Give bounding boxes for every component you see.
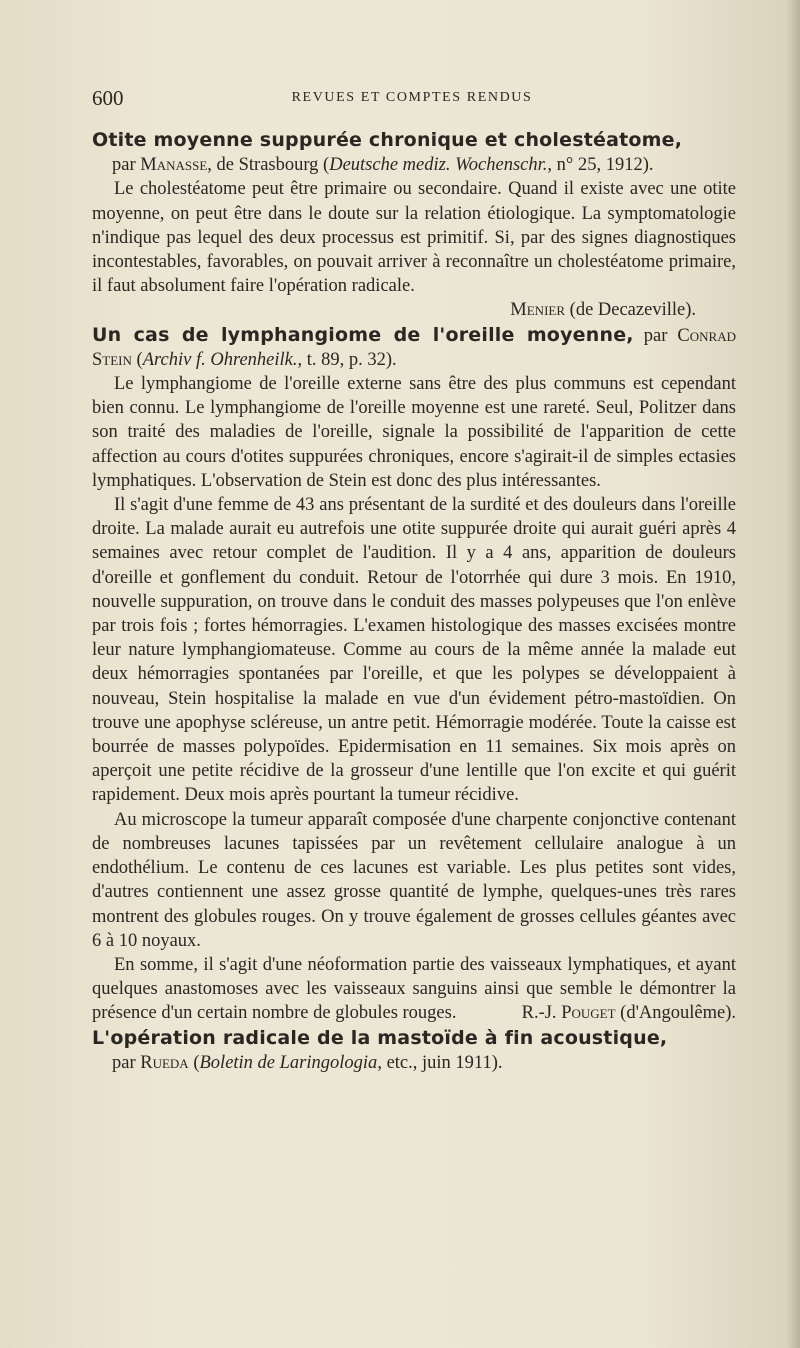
author-name: Conrad Stein [92, 325, 736, 370]
article-heading [92, 128, 736, 177]
article-heading [92, 1026, 736, 1075]
article-heading: Un cas de lymphangiome de l'oreille moyenne, par Conrad Stein (Archiv f. Ohrenheilk., t. 89, p. 32). [92, 323, 736, 370]
article-paragraph: Le lymphangiome de l'oreille externe sans être des plus communs est cependant bien connu. Le lymphangiome de l'oreille moyenne est une rareté. Seul, Politzer dans son traité des maladies de l'oreille, signale la possibilité de l'apparition de cette affection au cours d'otites suppurées chroniques, encore s'agirait-il de simples ectasies lymphatiques. L'observation de Stein est donc des plus intéressantes. [92, 374, 736, 491]
article-byline: par Manasse, de Strasbourg (Deutsche mediz. Wochenschr., n° 25, 1912). [112, 155, 654, 176]
author-name: Rueda [140, 1052, 189, 1073]
review-article-lymphangiome [92, 323, 736, 1026]
running-title: REVUES ET COMPTES RENDUS [291, 90, 533, 105]
page-header [92, 86, 732, 112]
review-article-otite [92, 128, 736, 323]
reviewer-name: Menier [510, 300, 566, 321]
journal-name: Deutsche mediz. Wochenschr. [329, 155, 548, 176]
reviewer-signature: Menier (de Decazeville). [510, 300, 696, 321]
reviewer-name: Pouget [561, 1003, 616, 1024]
author-name: Manasse [140, 155, 208, 176]
article-paragraph: Il s'agit d'une femme de 43 ans présentant de la surdité et des douleurs dans l'oreille droite. La malade aurait eu autrefois une otite suppurée droite qui aurait guéri après 4 semaines avec retour complet de l'audition. Il y a 4 ans, apparition de douleurs d'oreille et gonflement du conduit. Retour de l'otorrhée qui dure 3 mois. En 1910, nouvelle suppuration, on trouve dans le conduit des masses polypeuses que l'on enlève par trois fois ; fortes hémorragies. L'examen histologique des masses excisées montre leur nature lymphangiomateuse. Comme au cours de la même année la malade eut deux hémorragies spontanées par l'oreille, et que les polypes se développaient à nouveau, Stein hospitalise la malade en vue d'un évidement pétro-mastoïdien. On trouve une apophyse scléreuse, un antre petit. Hémorragie modérée. Toute la caisse est bourrée de masses polypoïdes. Epidermisation en 11 semaines. Six mois après on aperçoit une petite récidive de la grosseur d'une lentille que l'on excite et qui guérit rapidement. Deux mois après pourtant la tumeur récidive. [92, 495, 736, 806]
article-paragraph: Au microscope la tumeur apparaît composée d'une charpente conjonctive contenant de nombreuses lacunes tapissées par un revêtement cellulaire analogue à un endothélium. Le contenu de ces lacunes est variable. Les plus petites sont vides, d'autres contiennent une assez grosse quantité de lymphe, quelques-unes très rares montrent des globules rouges. On y trouve également de grosses cellules géantes avec 6 à 10 noyaux. [92, 809, 736, 951]
page-number: 600 [92, 86, 124, 110]
reviewer-signature: R.-J. Pouget (d'Angoulême). [521, 1003, 736, 1024]
article-paragraph: En somme, il s'agit d'une néoformation partie des vaisseaux lymphatiques, et ayant quelques anastomoses avec les vaisseaux sanguins ainsi que semble le démontrer la présence d'un certain nombre de globules rouges. R.-J. Pouget (d'Angoulême). [92, 953, 736, 1026]
article-title: Un cas de lymphangiome de l'oreille moyenne, [92, 323, 634, 346]
journal-name: Archiv f. Ohrenheilk. [142, 349, 298, 370]
article-paragraph: Le cholestéatome peut être primaire ou secondaire. Quand il existe avec une otite moyenne, on peut être dans le doute sur la relation étiologique. La symptomatologie n'indique pas lequel des deux processus est primitif. Si, par des signes diagnostiques incontestables, favorables, on pouvait arriver à reconnaître un cholestéatome primaire, il faut absolument faire l'opération radicale. [92, 179, 736, 297]
page-edge-shadow [786, 0, 800, 1348]
page-body [92, 128, 736, 1075]
article-byline: par Rueda (Boletin de Laringologia, etc., juin 1911). [112, 1052, 503, 1073]
journal-name: Boletin de Laringologia [199, 1052, 378, 1073]
article-title: L'opération radicale de la mastoïde à fin acoustique, [92, 1026, 668, 1049]
article-title: Otite moyenne suppurée chronique et cholestéatome, [92, 129, 683, 151]
review-article-mastoide [92, 1026, 736, 1075]
